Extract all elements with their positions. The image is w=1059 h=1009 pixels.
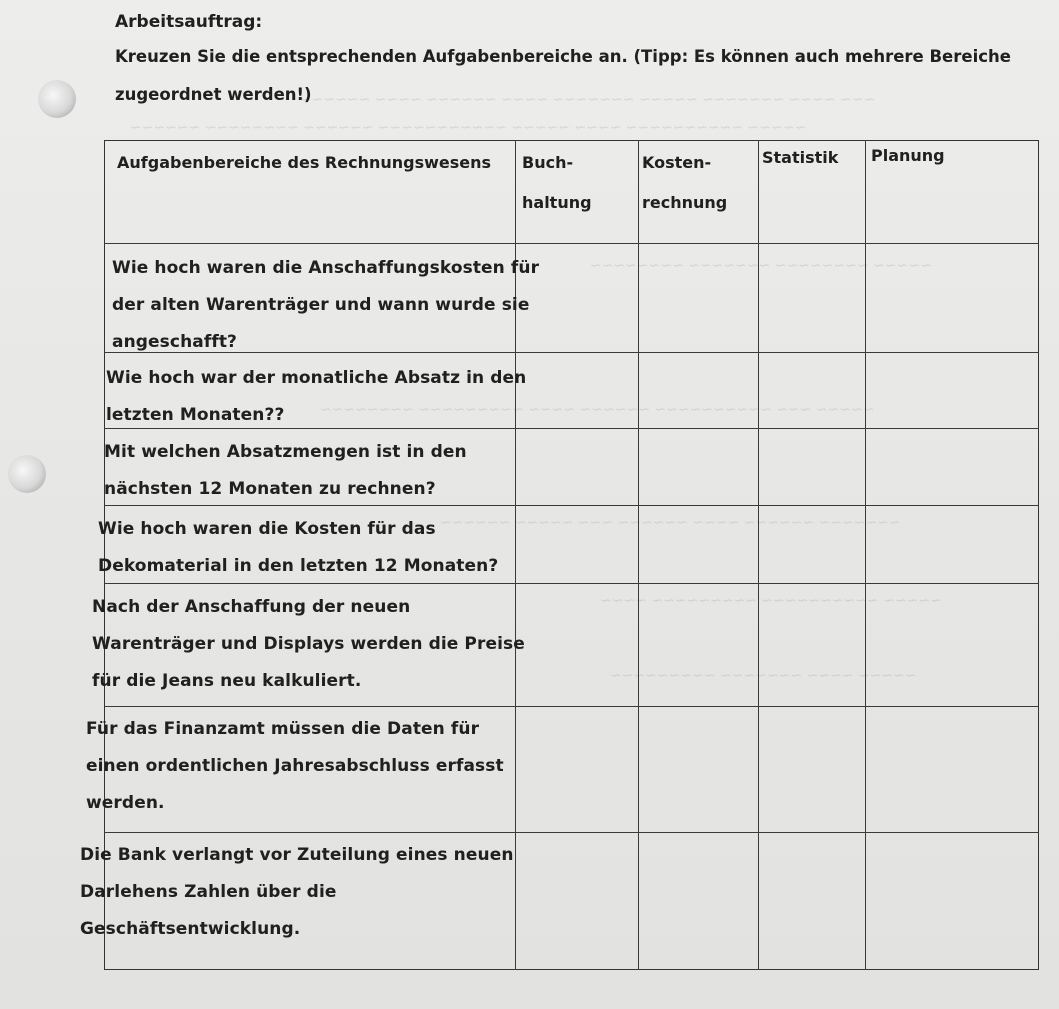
checkbox-cell[interactable]: [759, 244, 864, 351]
header-kostenrechnung: Kosten- rechnung: [642, 153, 728, 212]
checkbox-cell[interactable]: [866, 584, 1038, 705]
bleed-through-text: ~~~~~ ~~~~~~~~~~ ~~~~ ~~~~~ ~~~~~~~~~~~ ~~~~~~ ~~~~~~~~ ~~~~~~: [130, 120, 807, 136]
checkbox-cell[interactable]: [866, 707, 1038, 831]
checkbox-cell[interactable]: [759, 353, 864, 427]
checkbox-cell[interactable]: [516, 833, 637, 969]
bleed-through-text: ~~~~~ ~~~~ ~~~~~~~ ~~~~~~~~~: [610, 668, 917, 684]
checkbox-cell[interactable]: [639, 833, 757, 969]
checkbox-cell[interactable]: [516, 244, 637, 351]
bleed-through-text: ~~~ ~~~~ ~~~~~~~ ~~~~~ ~~~~~~~ ~~~~ ~~~~~~ ~~~~ ~~~~~~: [300, 92, 876, 108]
checkbox-cell[interactable]: [639, 429, 757, 504]
checkbox-cell[interactable]: [759, 429, 864, 504]
checkbox-cell[interactable]: [639, 506, 757, 582]
checkbox-cell[interactable]: [516, 584, 637, 705]
bleed-through-text: ~~~~~~~ ~~~~~~ ~~~~ ~~~~~~ ~~~ ~~~~~ ~~~~~~: [440, 515, 901, 531]
task-row-5: Nach der Anschaffung der neuen Warenträger und Displays werden die Preise für die Jeans neu kalkuliert.: [92, 597, 525, 691]
checkbox-cell[interactable]: [639, 244, 757, 351]
header-planung: Planung: [871, 146, 945, 165]
task-row-2: Wie hoch war der monatliche Absatz in den letzten Monaten??: [106, 368, 527, 425]
checkbox-cell[interactable]: [759, 584, 864, 705]
checkbox-cell[interactable]: [516, 506, 637, 582]
checkbox-cell[interactable]: [516, 707, 637, 831]
checkbox-cell[interactable]: [866, 833, 1038, 969]
bleed-through-text: ~~~~~ ~~~ ~~~~~~~~~~ ~~~~~~ ~~~~ ~~~~~~~~~ ~~~~~~~~: [320, 402, 875, 418]
checkbox-cell[interactable]: [866, 353, 1038, 427]
header-area: Aufgabenbereiche des Rechnungswesens: [117, 153, 492, 172]
checkbox-cell[interactable]: [639, 707, 757, 831]
task-row-7: Die Bank verlangt vor Zuteilung eines neuen Darlehens Zahlen über die Geschäftsentwicklung.: [80, 845, 514, 939]
checkbox-cell[interactable]: [516, 429, 637, 504]
checkbox-cell[interactable]: [759, 506, 864, 582]
instruction-line-1: Kreuzen Sie die entsprechenden Aufgabenbereiche an. (Tipp: Es können auch mehrere Bereiche: [115, 47, 1011, 66]
checkbox-cell[interactable]: [866, 429, 1038, 504]
checkbox-cell[interactable]: [866, 244, 1038, 351]
checkbox-cell[interactable]: [759, 707, 864, 831]
bleed-through-text: ~~~~~ ~~~~~~~~~~ ~~~~~~~~~ ~~~~: [600, 593, 942, 609]
checkbox-cell[interactable]: [639, 584, 757, 705]
worksheet-title: Arbeitsauftrag:: [115, 12, 263, 32]
task-row-6: Für das Finanzamt müssen die Daten für einen ordentlichen Jahresabschluss erfasst werden.: [86, 719, 504, 813]
header-buchhaltung: Buch- haltung: [522, 153, 592, 212]
header-statistik: Statistik: [762, 148, 839, 167]
checkbox-cell[interactable]: [866, 506, 1038, 582]
checkbox-cell[interactable]: [639, 353, 757, 427]
task-row-4: Wie hoch waren die Kosten für das Dekomaterial in den letzten 12 Monaten?: [98, 519, 499, 576]
instruction-line-2: zugeordnet werden!): [115, 85, 312, 104]
task-row-3: Mit welchen Absatzmengen ist in den nächsten 12 Monaten zu rechnen?: [104, 442, 467, 499]
task-row-1: Wie hoch waren die Anschaffungskosten für der alten Warenträger und wann wurde sie angeschafft?: [112, 258, 540, 352]
checkbox-cell[interactable]: [759, 833, 864, 969]
checkbox-cell[interactable]: [516, 353, 637, 427]
bleed-through-text: ~~~~~ ~~~~~~~~ ~~~~~~~ ~~~~~~~~: [590, 258, 932, 274]
